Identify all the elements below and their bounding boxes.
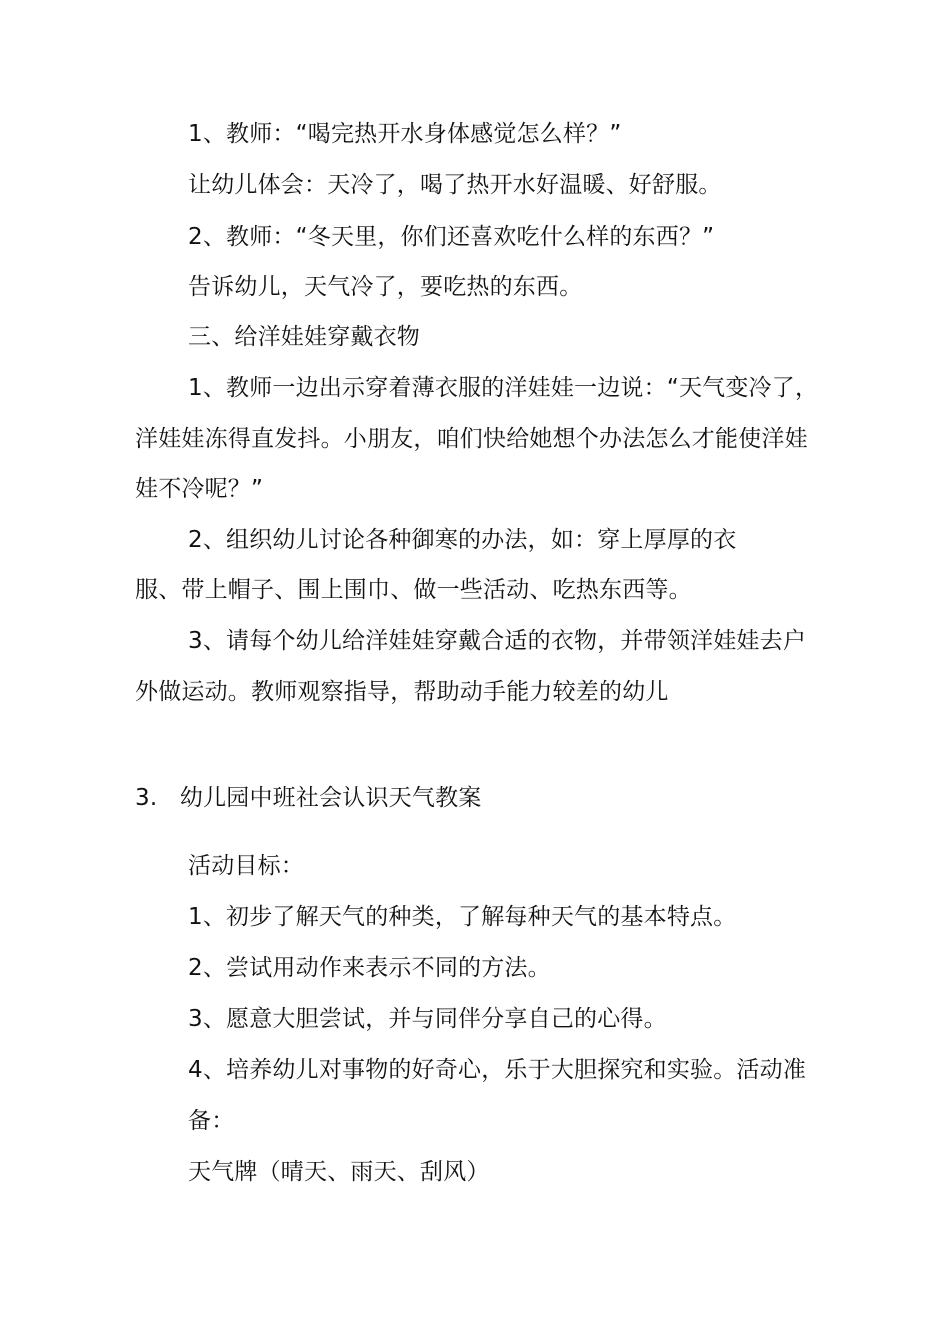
- paragraph-line: 外做运动。教师观察指导，帮助动手能力较差的幼儿: [135, 679, 669, 705]
- list-item: 4、培养幼儿对事物的好奇心，乐于大胆探究和实验。活动准: [188, 1057, 807, 1083]
- paragraph-line: 洋娃娃冻得直发抖。小朋友，咱们快给她想个办法怎么才能使洋娃: [135, 426, 808, 452]
- paragraph-line: 2、教师：“冬天里，你们还喜欢吃什么样的东西？”: [188, 224, 715, 250]
- paragraph-line: 3、请每个幼儿给洋娃娃穿戴合适的衣物，并带领洋娃娃去户: [188, 628, 807, 654]
- list-item: 3、愿意大胆尝试，并与同伴分享自己的心得。: [188, 1006, 667, 1032]
- paragraph-line: 娃不冷呢？”: [135, 476, 264, 502]
- paragraph-line: 让幼儿体会：天冷了，喝了热开水好温暖、好舒服。: [188, 172, 722, 198]
- paragraph-line: 服、带上帽子、围上围巾、做一些活动、吃热东西等。: [135, 577, 692, 603]
- section-heading: 三、给洋娃娃穿戴衣物: [188, 324, 420, 350]
- paragraph-line: 备：: [188, 1108, 235, 1134]
- paragraph-line: 天气牌（晴天、雨天、刮风）: [188, 1159, 490, 1185]
- paragraph-line: 告诉幼儿，天气冷了，要吃热的东西。: [188, 274, 583, 300]
- paragraph-line: 1、教师一边出示穿着薄衣服的洋娃娃一边说：“天气变冷了，: [188, 375, 819, 401]
- section-heading: 活动目标：: [188, 853, 304, 879]
- document-title: 3. 幼儿园中班社会认识天气教案: [135, 785, 482, 811]
- paragraph-line: 1、教师：“喝完热开水身体感觉怎么样？”: [188, 121, 622, 147]
- list-item: 1、初步了解天气的种类，了解每种天气的基本特点。: [188, 904, 737, 930]
- list-item: 2、尝试用动作来表示不同的方法。: [188, 955, 551, 981]
- paragraph-line: 2、组织幼儿讨论各种御寒的办法，如：穿上厚厚的衣: [188, 527, 737, 553]
